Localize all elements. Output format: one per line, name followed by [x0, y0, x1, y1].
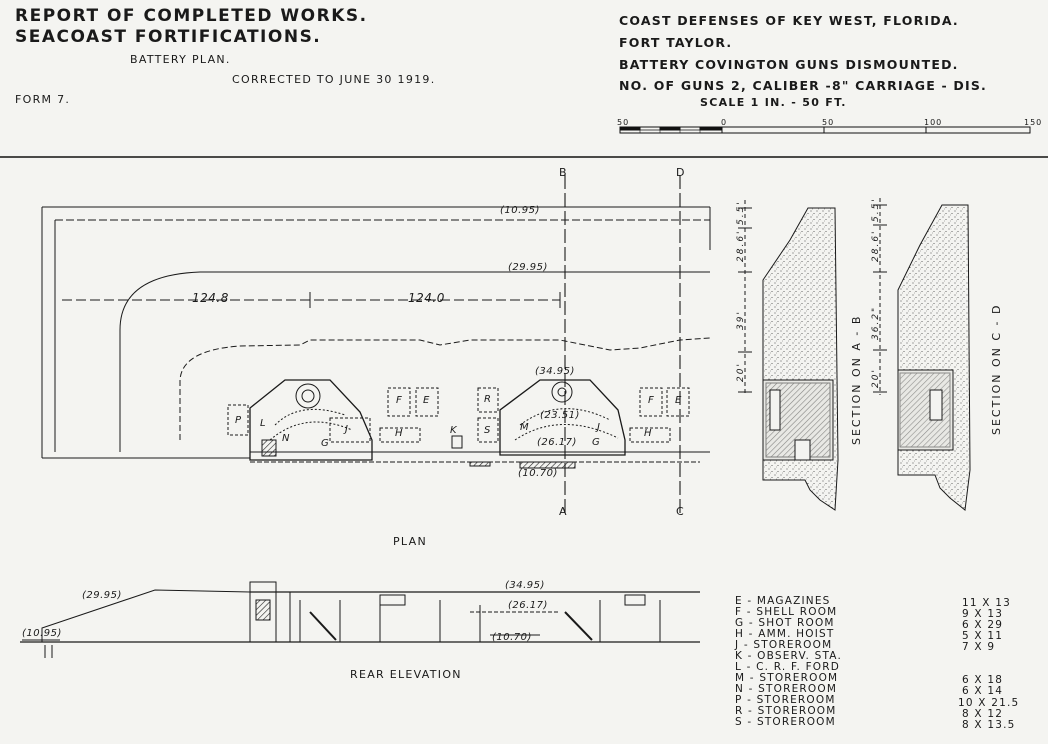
- report-subtitle: SEACOAST FORTIFICATIONS.: [15, 27, 322, 47]
- section-ab-label: SECTION ON A - B: [850, 314, 863, 445]
- room-h1: H: [395, 428, 404, 439]
- guns-info: NO. OF GUNS 2, CALIBER -8" CARRIAGE - DIS.: [619, 78, 988, 93]
- legend-row: M - STOREROOM: [735, 672, 839, 684]
- battery-name: BATTERY COVINGTON GUNS DISMOUNTED.: [619, 57, 959, 72]
- room-m: M: [520, 422, 530, 433]
- section-ab-dim-2: 28.6': [736, 229, 746, 262]
- plan-dim-1070: (10.70): [518, 468, 558, 479]
- room-h2: H: [644, 428, 653, 439]
- section-cd-label: SECTION ON C - D: [990, 303, 1003, 435]
- legend-size: 10 X 21.5: [958, 697, 1020, 709]
- elev-dim-1070: (10.70): [492, 632, 532, 643]
- elev-dim-2995: (29.95): [82, 590, 122, 601]
- section-ab-dim-4: 20': [736, 362, 746, 382]
- section-ab-dim-3: 39': [736, 310, 746, 330]
- plan-label: PLAN: [393, 535, 427, 548]
- room-g1: G: [321, 438, 330, 449]
- rear-elevation: [20, 582, 700, 658]
- plan-dim-1248: 124.8: [192, 291, 229, 305]
- corrected-date: CORRECTED TO JUNE 30 1919.: [232, 73, 436, 86]
- plan-dim-2351: (23.51): [540, 410, 580, 421]
- room-f1: F: [396, 395, 403, 406]
- legend-size: 5 X 11: [962, 630, 1004, 642]
- room-e2: E: [675, 395, 682, 406]
- section-mark-a: A: [559, 505, 568, 518]
- room-l: L: [260, 418, 267, 429]
- room-p: P: [235, 415, 242, 426]
- section-mark-c: C: [676, 505, 685, 518]
- scale-label-150: 150: [1024, 118, 1043, 127]
- section-mark-b: B: [559, 166, 568, 179]
- legend-size: 6 X 14: [962, 685, 1004, 697]
- scale-text: SCALE 1 IN. - 50 FT.: [700, 96, 847, 109]
- section-c-d: [873, 198, 970, 510]
- section-mark-d: D: [676, 166, 686, 179]
- report-title: REPORT OF COMPLETED WORKS.: [15, 6, 368, 26]
- plan-dim-2995: (29.95): [508, 262, 548, 273]
- elev-dim-2617: (26.17): [508, 600, 548, 611]
- scale-label-neg50: 50: [617, 118, 630, 127]
- plan-dim-3495: (34.95): [535, 366, 575, 377]
- section-ab-dim-1: 5.5': [736, 200, 746, 225]
- plan-dim-1095: (10.95): [500, 205, 540, 216]
- room-n: N: [282, 433, 290, 444]
- legend-size: 7 X 9: [962, 641, 996, 653]
- legend-row: E - MAGAZINES: [735, 595, 831, 607]
- legend-row: S - STOREROOM: [735, 716, 836, 728]
- form-number: FORM 7.: [15, 93, 71, 106]
- legend-row: L - C. R. F. FORD: [735, 661, 841, 673]
- coast-defenses-title: COAST DEFENSES OF KEY WEST, FLORIDA.: [619, 13, 959, 28]
- legend-row: K - OBSERV. STA.: [735, 650, 842, 662]
- plan-view: [42, 175, 710, 515]
- room-j2: J: [597, 422, 601, 433]
- elev-dim-1095: (10.95): [22, 628, 62, 639]
- battery-plan-label: BATTERY PLAN.: [130, 53, 231, 66]
- room-e1: E: [423, 395, 430, 406]
- elev-dim-3495: (34.95): [505, 580, 545, 591]
- section-cd-dim-2: 28.6': [871, 229, 881, 262]
- room-k: K: [450, 425, 458, 436]
- plan-dim-2617: (26.17): [537, 437, 577, 448]
- legend-row: R - STOREROOM: [735, 705, 837, 717]
- legend-size: 8 X 12: [962, 708, 1004, 720]
- scale-bar: [620, 127, 1030, 133]
- room-j1: J: [345, 424, 349, 435]
- room-f2: F: [648, 395, 655, 406]
- legend-size: 6 X 18: [962, 674, 1004, 686]
- room-s: S: [484, 425, 491, 436]
- legend-row: J - STOREROOM: [735, 639, 833, 651]
- legend-size: 9 X 13: [962, 608, 1004, 620]
- section-cd-dim-3: 36.2": [871, 305, 881, 340]
- rear-elevation-label: REAR ELEVATION: [350, 668, 462, 681]
- legend-row: N - STOREROOM: [735, 683, 838, 695]
- fort-name: FORT TAYLOR.: [619, 35, 733, 50]
- legend-size: 6 X 29: [962, 619, 1004, 631]
- legend-row: F - SHELL ROOM: [735, 606, 838, 618]
- scale-label-100: 100: [924, 118, 943, 127]
- plan-dim-1240: 124.0: [408, 291, 445, 305]
- scale-label-0: 0: [721, 118, 728, 127]
- scale-label-50: 50: [822, 118, 835, 127]
- legend-row: G - SHOT ROOM: [735, 617, 835, 629]
- section-a-b: [738, 200, 838, 510]
- room-r: R: [484, 394, 492, 405]
- room-g2: G: [592, 437, 601, 448]
- legend-size: 11 X 13: [962, 597, 1011, 609]
- section-cd-dim-4: 20': [871, 368, 881, 388]
- legend-row: H - AMM. HOIST: [735, 628, 835, 640]
- legend-size: 8 X 13.5: [962, 719, 1016, 731]
- legend-row: P - STOREROOM: [735, 694, 836, 706]
- section-cd-dim-1: 5.5': [871, 197, 881, 222]
